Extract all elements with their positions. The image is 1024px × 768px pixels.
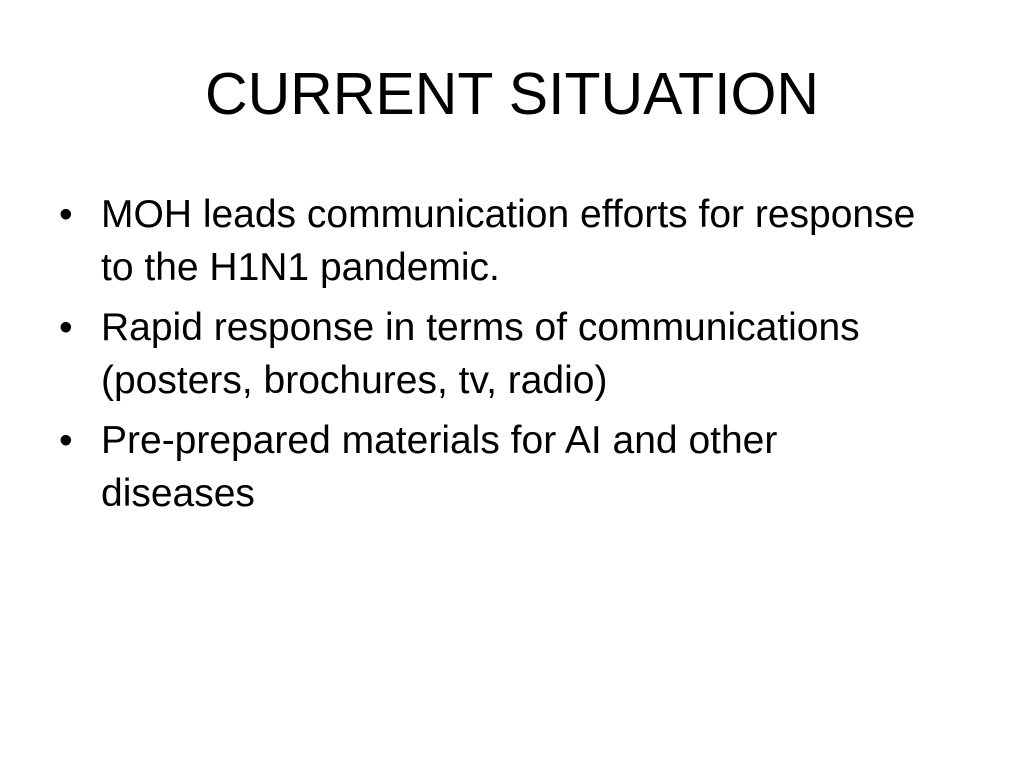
bullet-icon: • <box>59 419 73 462</box>
bullet-item-pre-prepared-materials <box>57 414 937 520</box>
bullet-item-rapid-response <box>57 301 937 407</box>
bullet-text: Rapid response in terms of communications (posters, brochures, tv, radio) <box>101 306 860 402</box>
bullet-icon: • <box>59 193 73 236</box>
bullet-list <box>57 188 937 527</box>
bullet-item-moh-communication <box>57 188 937 294</box>
bullet-text: Pre-prepared materials for AI and other diseases <box>101 419 778 515</box>
slide-title: CURRENT SITUATION <box>204 61 820 127</box>
bullet-text: MOH leads communication efforts for response to the H1N1 pandemic. <box>101 193 916 289</box>
bullet-icon: • <box>59 306 73 349</box>
